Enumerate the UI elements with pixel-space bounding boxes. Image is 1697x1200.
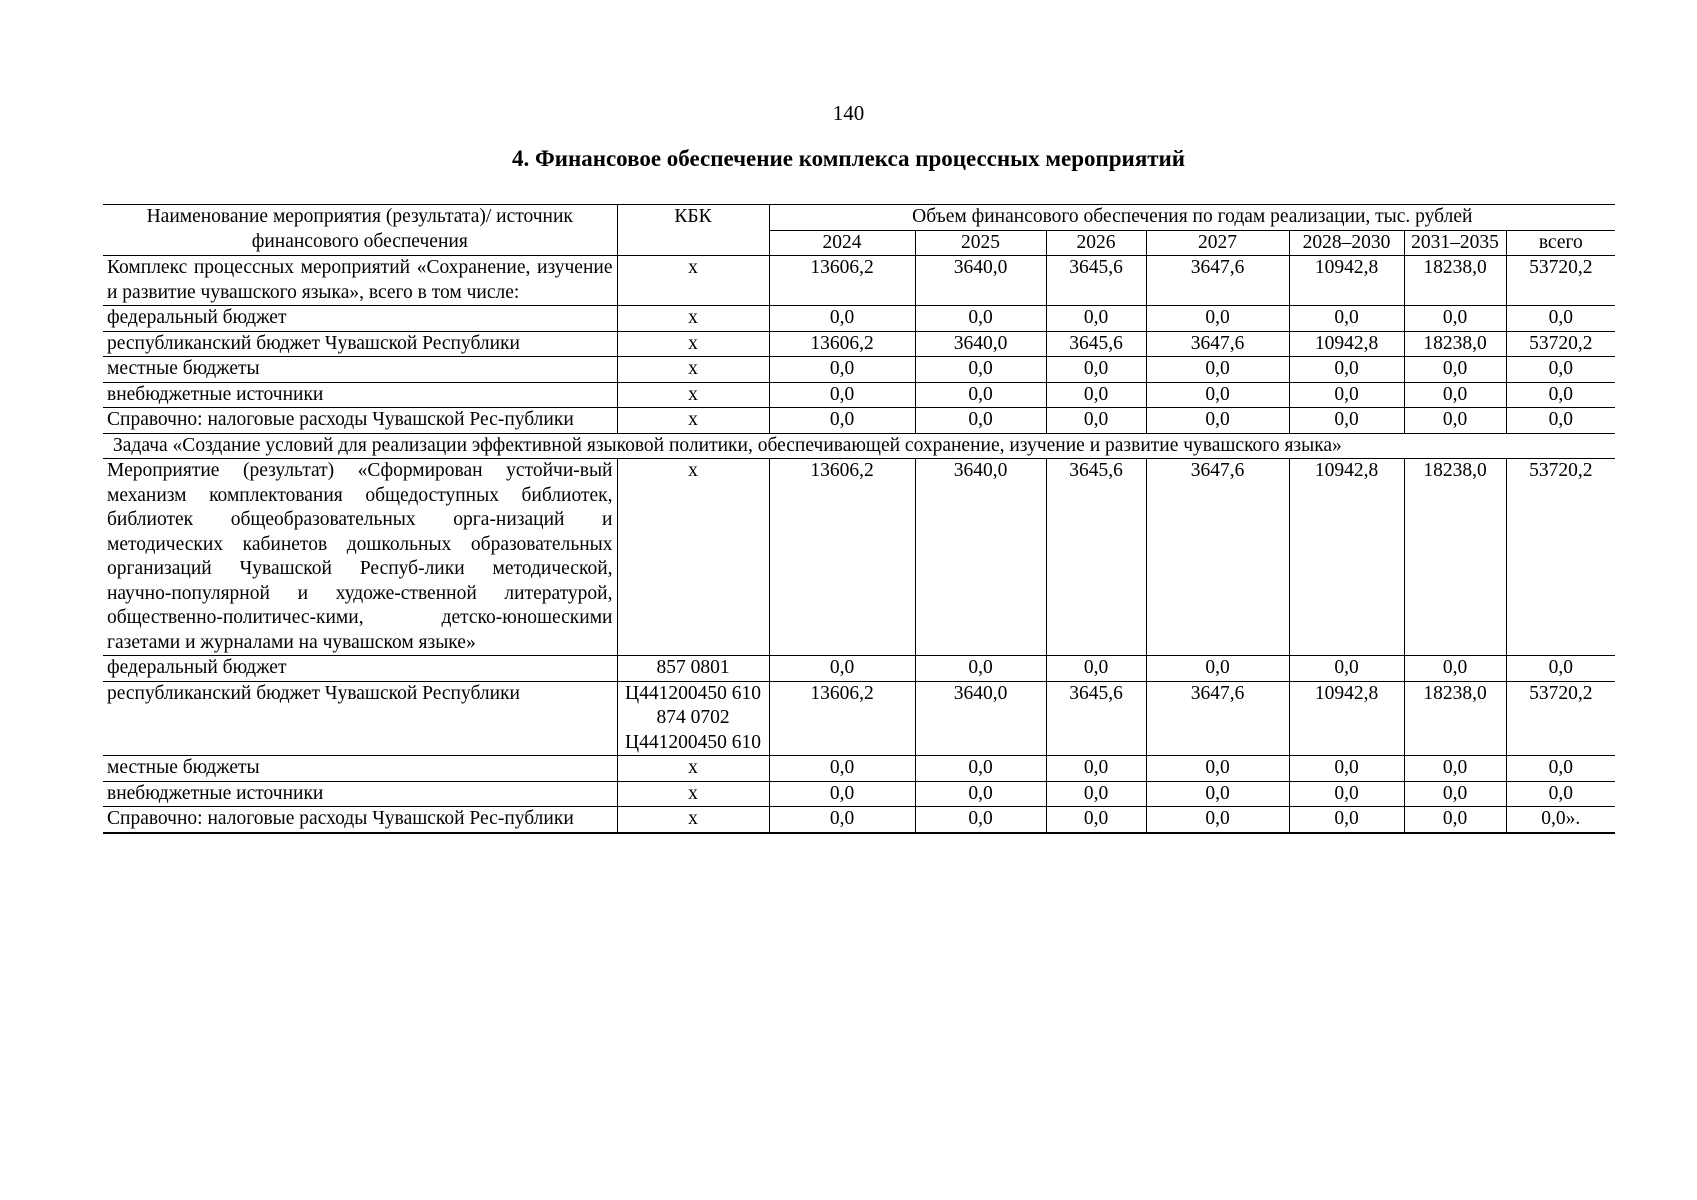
measure-row — [103, 459, 1615, 656]
source-name-cell: внебюджетные источники — [103, 382, 617, 408]
value-cell: 0,0 — [1146, 306, 1289, 332]
value-cell: 53720,2 — [1506, 459, 1615, 656]
value-cell: 10942,8 — [1289, 459, 1404, 656]
measure-source-row — [103, 756, 1615, 782]
header-name-cell: Наименование мероприятия (результата)/ источник финансового обеспечения — [103, 205, 617, 256]
source-name-cell: местные бюджеты — [103, 357, 617, 383]
value-cell: 0,0». — [1506, 807, 1615, 833]
value-cell: 3645,6 — [1046, 256, 1146, 306]
value-cell: 3640,0 — [915, 459, 1046, 656]
kbk-cell: Ц441200450 610 874 0702 Ц441200450 610 — [617, 681, 769, 756]
value-cell: 13606,2 — [769, 459, 915, 656]
kbk-cell: x — [617, 459, 769, 656]
value-cell: 18238,0 — [1404, 331, 1506, 357]
value-cell: 3647,6 — [1146, 331, 1289, 357]
header-kbk-cell: КБК — [617, 205, 769, 256]
complex-row — [103, 256, 1615, 306]
header-row — [103, 205, 1615, 231]
measure-source-row — [103, 807, 1615, 833]
complex-name-cell: Комплекс процессных мероприятий «Сохранение, изучение и развитие чувашского языка», всего в том числе: — [103, 256, 617, 306]
value-cell: 0,0 — [1146, 408, 1289, 434]
value-cell: 0,0 — [769, 382, 915, 408]
value-cell: 0,0 — [1146, 781, 1289, 807]
value-cell: 0,0 — [1506, 656, 1615, 682]
value-cell: 3640,0 — [915, 256, 1046, 306]
kbk-cell: x — [617, 357, 769, 383]
value-cell: 0,0 — [1404, 756, 1506, 782]
value-cell: 53720,2 — [1506, 681, 1615, 756]
header-year-cell: 2025 — [915, 230, 1046, 256]
header-year-cell: 2028–2030 — [1289, 230, 1404, 256]
value-cell: 0,0 — [1046, 756, 1146, 782]
value-cell: 0,0 — [915, 781, 1046, 807]
value-cell: 0,0 — [1046, 306, 1146, 332]
value-cell: 10942,8 — [1289, 256, 1404, 306]
value-cell: 13606,2 — [769, 256, 915, 306]
value-cell: 0,0 — [1289, 306, 1404, 332]
value-cell: 0,0 — [769, 656, 915, 682]
value-cell: 0,0 — [915, 656, 1046, 682]
value-cell: 0,0 — [1289, 357, 1404, 383]
value-cell: 3647,6 — [1146, 681, 1289, 756]
kbk-cell: x — [617, 807, 769, 833]
source-name-cell: Справочно: налоговые расходы Чувашской Рес-публики — [103, 408, 617, 434]
task-row — [103, 433, 1615, 459]
source-name-cell: республиканский бюджет Чувашской Республики — [103, 331, 617, 357]
source-name-cell: Справочно: налоговые расходы Чувашской Рес-публики — [103, 807, 617, 833]
value-cell: 18238,0 — [1404, 256, 1506, 306]
value-cell: 0,0 — [1404, 382, 1506, 408]
value-cell: 0,0 — [1146, 382, 1289, 408]
value-cell: 13606,2 — [769, 331, 915, 357]
value-cell: 18238,0 — [1404, 681, 1506, 756]
complex-source-row — [103, 331, 1615, 357]
value-cell: 13606,2 — [769, 681, 915, 756]
value-cell: 3640,0 — [915, 331, 1046, 357]
value-cell: 0,0 — [1404, 781, 1506, 807]
page-number: 140 — [832, 101, 865, 125]
kbk-cell: x — [617, 781, 769, 807]
value-cell: 0,0 — [1506, 781, 1615, 807]
measure-source-row — [103, 781, 1615, 807]
value-cell: 0,0 — [1506, 382, 1615, 408]
value-cell: 3645,6 — [1046, 459, 1146, 656]
value-cell: 0,0 — [915, 807, 1046, 833]
value-cell: 3647,6 — [1146, 459, 1289, 656]
value-cell: 18238,0 — [1404, 459, 1506, 656]
value-cell: 0,0 — [1289, 382, 1404, 408]
value-cell: 0,0 — [1146, 756, 1289, 782]
value-cell: 3645,6 — [1046, 331, 1146, 357]
header-year-cell: 2026 — [1046, 230, 1146, 256]
value-cell: 0,0 — [1506, 357, 1615, 383]
value-cell: 0,0 — [1289, 781, 1404, 807]
value-cell: 0,0 — [769, 807, 915, 833]
value-cell: 0,0 — [1046, 357, 1146, 383]
measure-source-row — [103, 681, 1615, 756]
header-year-cell: 2027 — [1146, 230, 1289, 256]
value-cell: 0,0 — [769, 781, 915, 807]
value-cell: 3645,6 — [1046, 681, 1146, 756]
value-cell: 0,0 — [915, 756, 1046, 782]
value-cell: 0,0 — [915, 306, 1046, 332]
value-cell: 0,0 — [769, 756, 915, 782]
value-cell: 0,0 — [1506, 306, 1615, 332]
complex-source-row — [103, 382, 1615, 408]
source-name-cell: республиканский бюджет Чувашской Республики — [103, 681, 617, 756]
value-cell: 0,0 — [915, 382, 1046, 408]
source-name-cell: федеральный бюджет — [103, 306, 617, 332]
header-year-cell: 2024 — [769, 230, 915, 256]
value-cell: 0,0 — [1404, 306, 1506, 332]
kbk-cell: x — [617, 256, 769, 306]
value-cell: 10942,8 — [1289, 681, 1404, 756]
value-cell: 0,0 — [1046, 807, 1146, 833]
value-cell: 0,0 — [1506, 408, 1615, 434]
complex-source-row — [103, 357, 1615, 383]
value-cell: 0,0 — [769, 306, 915, 332]
source-name-cell: местные бюджеты — [103, 756, 617, 782]
value-cell: 0,0 — [1404, 807, 1506, 833]
source-name-cell: внебюджетные источники — [103, 781, 617, 807]
value-cell: 0,0 — [1046, 408, 1146, 434]
complex-source-row — [103, 306, 1615, 332]
value-cell: 10942,8 — [1289, 331, 1404, 357]
kbk-cell: x — [617, 756, 769, 782]
complex-source-row — [103, 408, 1615, 434]
value-cell: 0,0 — [1046, 382, 1146, 408]
section-title: 4. Финансовое обеспечение комплекса процессных мероприятий — [511, 146, 1186, 171]
value-cell: 53720,2 — [1506, 256, 1615, 306]
source-name-cell: федеральный бюджет — [103, 656, 617, 682]
value-cell: 0,0 — [1289, 656, 1404, 682]
value-cell: 0,0 — [1404, 357, 1506, 383]
financing-table — [103, 204, 1615, 834]
header-year-cell: всего — [1506, 230, 1615, 256]
kbk-cell: 857 0801 — [617, 656, 769, 682]
value-cell: 0,0 — [1404, 408, 1506, 434]
value-cell: 0,0 — [1289, 807, 1404, 833]
value-cell: 0,0 — [769, 357, 915, 383]
kbk-cell: x — [617, 306, 769, 332]
header-volume-cell: Объем финансового обеспечения по годам реализации, тыс. рублей — [769, 205, 1615, 231]
value-cell: 0,0 — [1404, 656, 1506, 682]
header-year-cell: 2031–2035 — [1404, 230, 1506, 256]
value-cell: 0,0 — [1046, 656, 1146, 682]
value-cell: 0,0 — [1289, 756, 1404, 782]
kbk-cell: x — [617, 331, 769, 357]
value-cell: 0,0 — [1046, 781, 1146, 807]
value-cell: 0,0 — [915, 357, 1046, 383]
value-cell: 0,0 — [769, 408, 915, 434]
value-cell: 0,0 — [1146, 807, 1289, 833]
measure-name-cell: Мероприятие (результат) «Сформирован устойчи-вый механизм комплектования общедоступных библиотек, библиотек общеобразовательных орга-низаций и методических кабинетов дошкольных образовательных организаций Чувашской Респуб-лики методической, научно-популярной и художе-ственной литературой, общественно-политичес-кими, детско-юношескими газетами и журналами на чувашском языке» — [103, 459, 617, 656]
value-cell: 53720,2 — [1506, 331, 1615, 357]
value-cell: 0,0 — [915, 408, 1046, 434]
kbk-cell: x — [617, 382, 769, 408]
task-cell: Задача «Создание условий для реализации эффективной языковой политики, обеспечивающей сохранение, изучение и развитие чувашского языка» — [103, 433, 1615, 459]
value-cell: 0,0 — [1146, 357, 1289, 383]
value-cell: 3640,0 — [915, 681, 1046, 756]
value-cell: 0,0 — [1289, 408, 1404, 434]
kbk-cell: x — [617, 408, 769, 434]
value-cell: 0,0 — [1506, 756, 1615, 782]
value-cell: 3647,6 — [1146, 256, 1289, 306]
value-cell: 0,0 — [1146, 656, 1289, 682]
measure-source-row — [103, 656, 1615, 682]
